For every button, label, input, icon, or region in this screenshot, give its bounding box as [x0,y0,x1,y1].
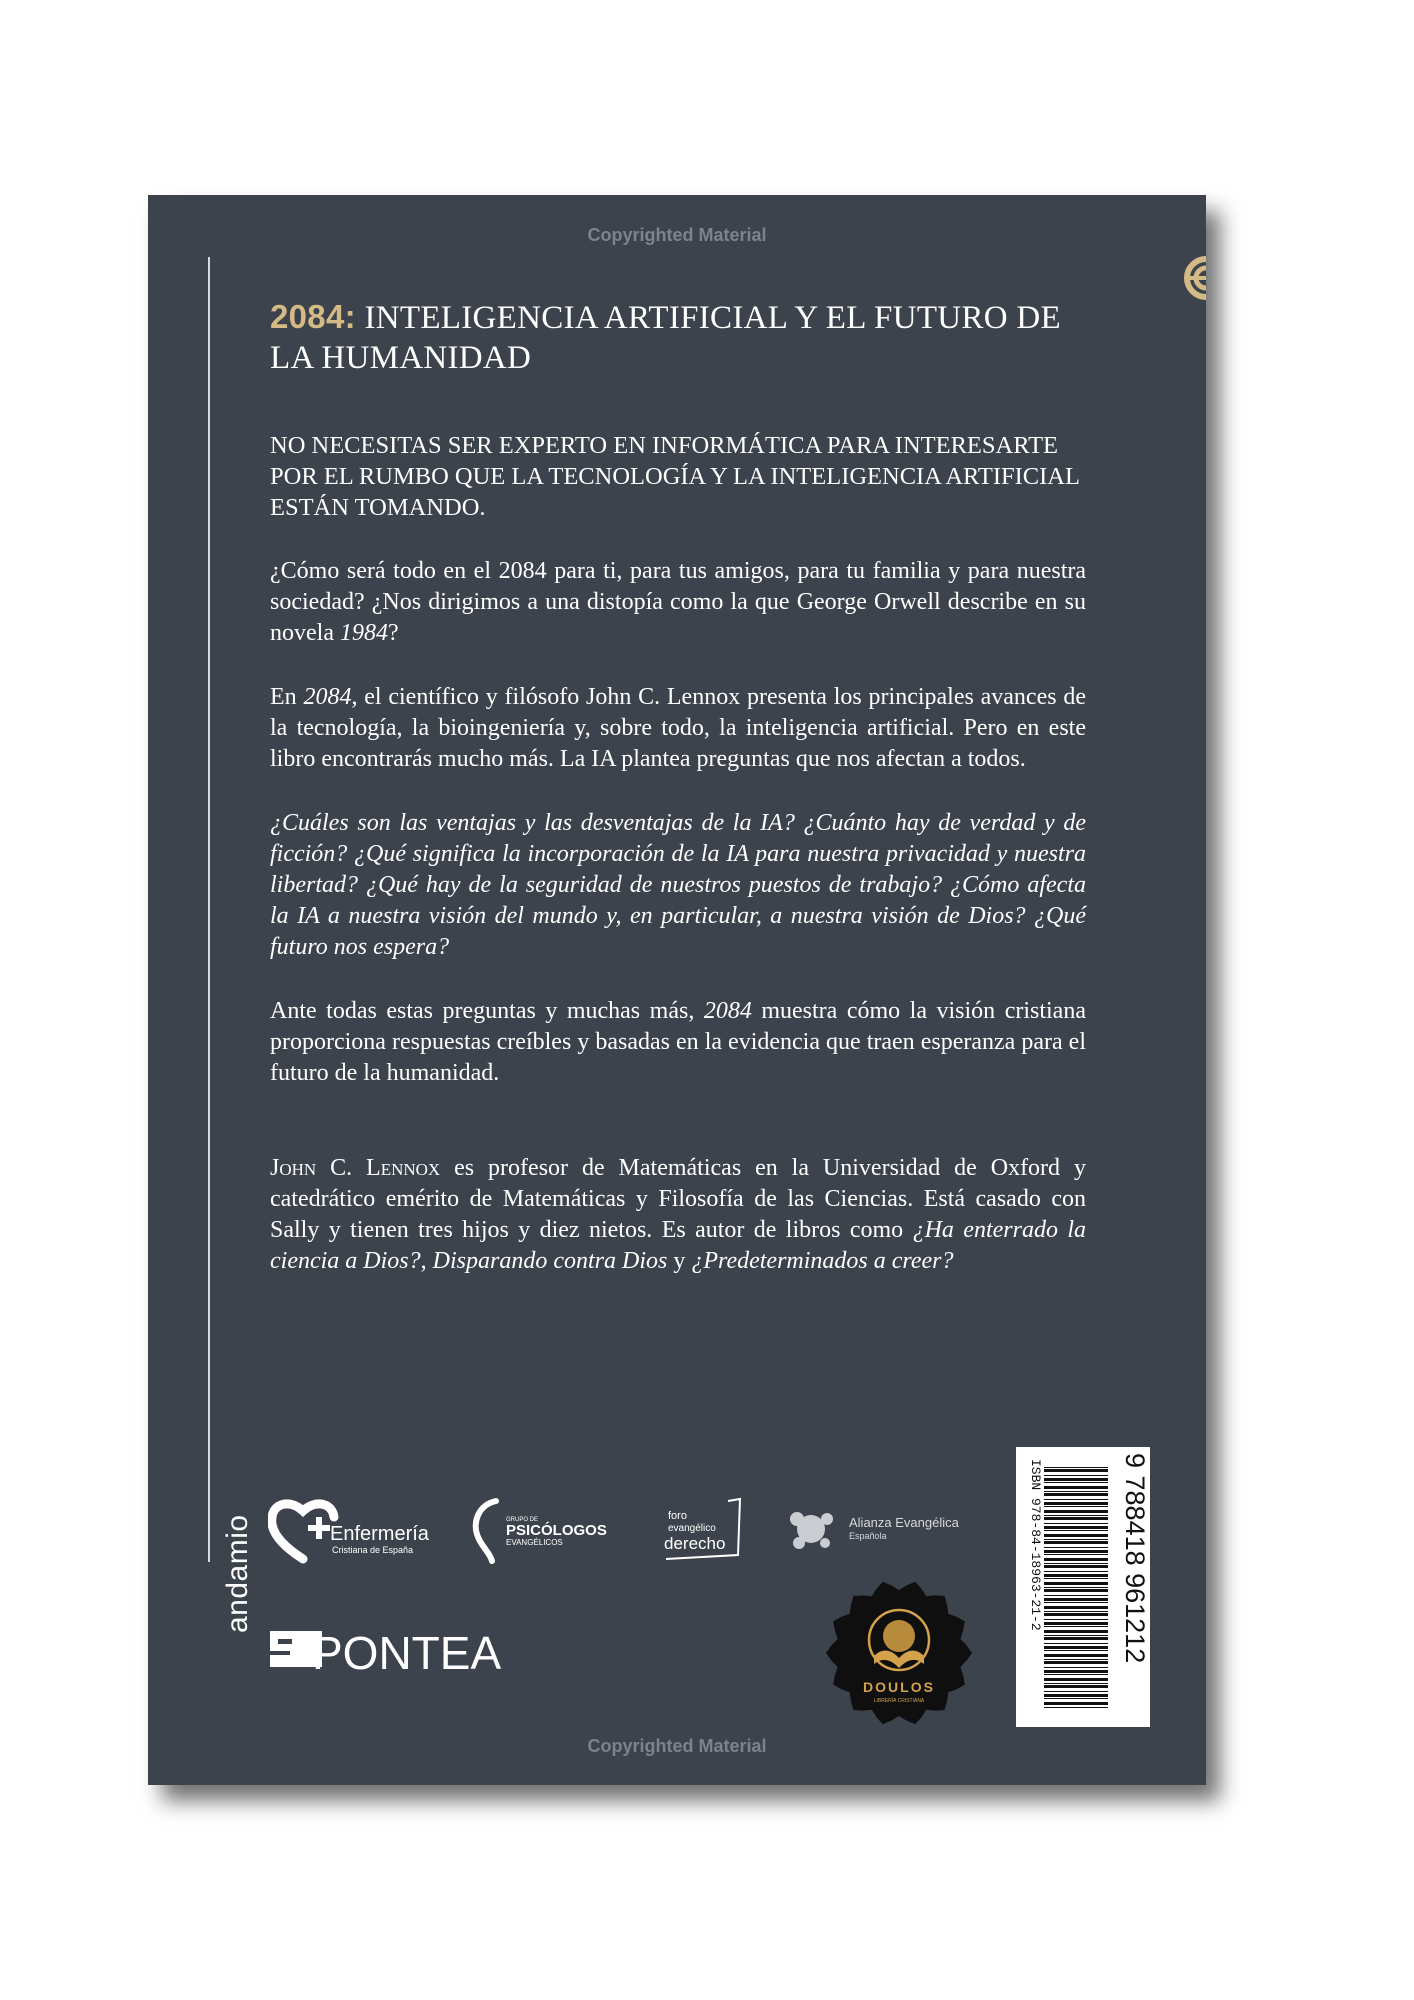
svg-text:ISBN 978-84-18963-21-2: ISBN 978-84-18963-21-2 [1028,1459,1043,1631]
spine-divider-line [208,257,210,1562]
svg-text:PSICÓLOGOS: PSICÓLOGOS [506,1522,607,1539]
svg-text:Cristiana de España: Cristiana de España [332,1545,414,1555]
copyright-watermark-bottom: Copyrighted Material [587,1736,767,1756]
title-text: INTELIGENCIA ARTIFICIAL Y EL FUTURO DE LA HUMANIDAD [270,300,1061,376]
paragraph-2: En 2084, el científico y filósofo John C. Lennox presenta los principales avances de la tecnología, la bioingeniería y, sobre todo, la inteligencia artificial. Pero en este libro encontrarás mucho más. La IA plantea preguntas que nos afectan a todos. [270,684,1086,772]
svg-text:9 788418 961212: 9 788418 961212 [1120,1453,1150,1664]
isbn-barcode [1016,1447,1150,1727]
svg-text:Española: Española [849,1531,887,1541]
book-title-1: ¿Ha enterrado la ciencia a Dios? [270,1217,1087,1274]
enfermeria-logo [268,1495,443,1565]
paragraph-4: Ante todas estas preguntas y muchas más, 2084 muestra cómo la visión cristiana proporciona respuestas creíbles y basadas en la evidencia que traen esperanza para el futuro de la humanidad. [270,998,1086,1086]
svg-text:evangélico: evangélico [668,1523,716,1534]
book-name: 2084 [703,998,752,1024]
book-title [270,297,1086,378]
alianza-evangelica-logo [783,1495,1003,1565]
book-title-2: Disparando contra Dios [432,1248,668,1274]
book-title-3: ¿Predeterminados a creer? [691,1248,954,1274]
svg-text:LIBRERÍA CRISTIANA: LIBRERÍA CRISTIANA [873,1698,925,1704]
svg-text:PONTEA: PONTEA [312,1627,502,1679]
cover-text-content [270,297,1086,1310]
svg-text:EVANGÉLICOS: EVANGÉLICOS [506,1538,563,1547]
barcode-graphic [1016,1447,1150,1727]
publisher-corner-icon [1166,255,1206,301]
questions-paragraph: ¿Cuáles son las ventajas y las desventajas de la IA? ¿Cuánto hay de verdad y de ficción? ¿Qué significa la incorporación de la IA para nuestra privacidad y nuestra libertad? ¿Qué hay de la seguridad de nuestros puestos de trabajo? ¿Cómo afecta la IA a nuestra visión del mundo y, en particular, a nuestra visión de Dios? ¿Qué futuro nos espera? [270,810,1086,960]
copyright-watermark-top: Copyrighted Material [587,225,767,245]
lead-paragraph: NO NECESITAS SER EXPERTO EN INFORMÁTICA PARA INTERESARTE POR EL RUMBO QUE LA TECNOLOGÍA Y LA INTELIGENCIA ARTIFICIAL ESTÁN TOMANDO. [270,432,1080,521]
pontea-logo [268,1615,538,1685]
svg-text:foro: foro [668,1510,687,1522]
author-name: John C. Lennox [270,1155,441,1181]
book-name: 2084 [303,684,352,710]
paragraph-1: ¿Cómo será todo en el 2084 para ti, para tus amigos, para tu familia y para nuestra sociedad? ¿Nos dirigimos a una distopía como la que George Orwell describe en su novela 1984? [270,558,1086,646]
psicologos-logo [468,1495,628,1565]
svg-text:GRUPO DE: GRUPO DE [506,1517,539,1523]
publisher-spine-label: andamio [221,1514,254,1633]
svg-text:Alianza Evangélica: Alianza Evangélica [849,1515,959,1530]
foro-derecho-logo [658,1495,748,1565]
svg-text:Enfermería: Enfermería [330,1523,429,1545]
book-back-cover [148,195,1206,1785]
author-bio: John C. Lennox es profesor de Matemáticas en la Universidad de Oxford y catedrático emérito de Matemáticas y Filosofía de las Ciencias. Está casado con Sally y tienen tres hijos y diez nietos. Es autor de libros como ¿Ha enterrado la ciencia a Dios?, Disparando contra Dios y ¿Predeterminados a creer? [270,1155,1087,1274]
svg-text:derecho: derecho [664,1534,726,1553]
novel-title: 1984 [339,620,388,646]
title-number: 2084: [270,298,356,335]
doulos-badge [824,1578,974,1728]
svg-text:DOULOS: DOULOS [863,1679,935,1695]
